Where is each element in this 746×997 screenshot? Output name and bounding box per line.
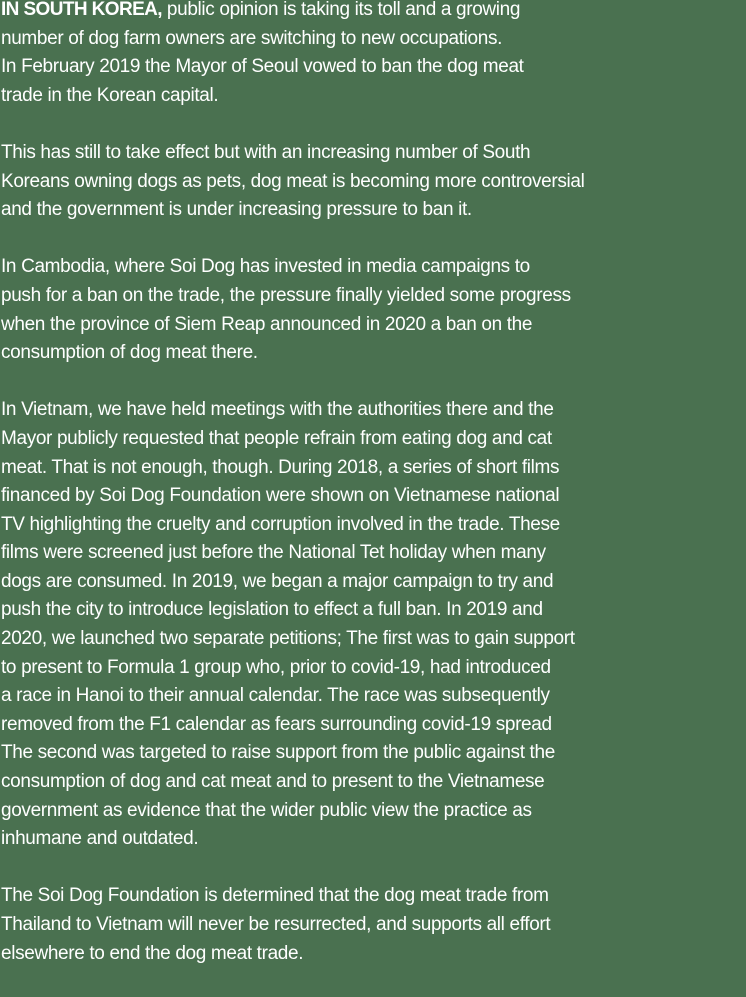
text-line: Koreans owning dogs as pets, dog meat is becoming more controversial bbox=[1, 170, 585, 192]
text-line: TV highlighting the cruelty and corruption involved in the trade. These bbox=[1, 513, 560, 535]
text-line: consumption of dog and cat meat and to present to the Vietnamese bbox=[1, 771, 545, 793]
text-line: dogs are consumed. In 2019, we began a major campaign to try and bbox=[1, 570, 554, 592]
text-line: and the government is under increasing pressure to ban it. bbox=[1, 199, 472, 221]
text-line: removed from the F1 calendar as fears surrounding covid-19 spread bbox=[1, 713, 552, 735]
text-line: Thailand to Vietnam will never be resurrected, and supports all effort bbox=[1, 914, 551, 935]
paragraph-cambodia bbox=[1, 253, 746, 367]
article-body bbox=[1, 0, 746, 997]
text-line: number of dog farm owners are switching to new occupations. bbox=[1, 27, 503, 49]
text-line: push for a ban on the trade, the pressure finally yielded some progress bbox=[1, 284, 571, 306]
text-line: push the city to introduce legislation to effect a full ban. In 2019 and bbox=[1, 599, 543, 621]
text-line: This has still to take effect but with an increasing number of South bbox=[1, 141, 531, 163]
text-line: In Cambodia, where Soi Dog has invested in media campaigns to bbox=[1, 256, 530, 278]
text-line: meat. That is not enough, though. During 2018, a series of short films bbox=[1, 456, 560, 478]
lead-in-heading: IN SOUTH KOREA, bbox=[1, 0, 162, 20]
text-line: to present to Formula 1 group who, prior to covid-19, had introduced bbox=[1, 656, 551, 678]
text-line: trade in the Korean capital. bbox=[1, 84, 219, 106]
text-line: The second was targeted to raise support from the public against the bbox=[1, 742, 555, 764]
text-line: government as evidence that the wider public view the practice as bbox=[1, 799, 532, 821]
paragraph-conclusion bbox=[1, 882, 746, 968]
text-line: In Vietnam, we have held meetings with the authorities there and the bbox=[1, 399, 554, 421]
paragraph-korea-pressure bbox=[1, 139, 746, 225]
text-line: The Soi Dog Foundation is determined that the dog meat trade from bbox=[1, 885, 549, 907]
text-line: 2020, we launched two separate petitions; The first was to gain support bbox=[1, 628, 575, 650]
text-line: inhumane and outdated. bbox=[1, 828, 199, 850]
paragraph-vietnam bbox=[1, 396, 746, 854]
text-line: IN SOUTH KOREA, public opinion is taking its toll and a growing bbox=[1, 0, 521, 20]
text-line: In February 2019 the Mayor of Seoul vowed to ban the dog meat bbox=[1, 56, 524, 78]
paragraph-south-korea bbox=[1, 0, 746, 110]
text-line: elsewhere to end the dog meat trade. bbox=[1, 942, 304, 964]
text-line: when the province of Siem Reap announced in 2020 a ban on the bbox=[1, 313, 533, 335]
text-line: consumption of dog meat there. bbox=[1, 342, 258, 364]
text-line: Mayor publicly requested that people refrain from eating dog and cat bbox=[1, 427, 552, 449]
text-line: a race in Hanoi to their annual calendar. The race was subsequently bbox=[1, 685, 550, 707]
text-line: films were screened just before the National Tet holiday when many bbox=[1, 542, 546, 564]
text-line: financed by Soi Dog Foundation were shown on Vietnamese national bbox=[1, 485, 560, 507]
